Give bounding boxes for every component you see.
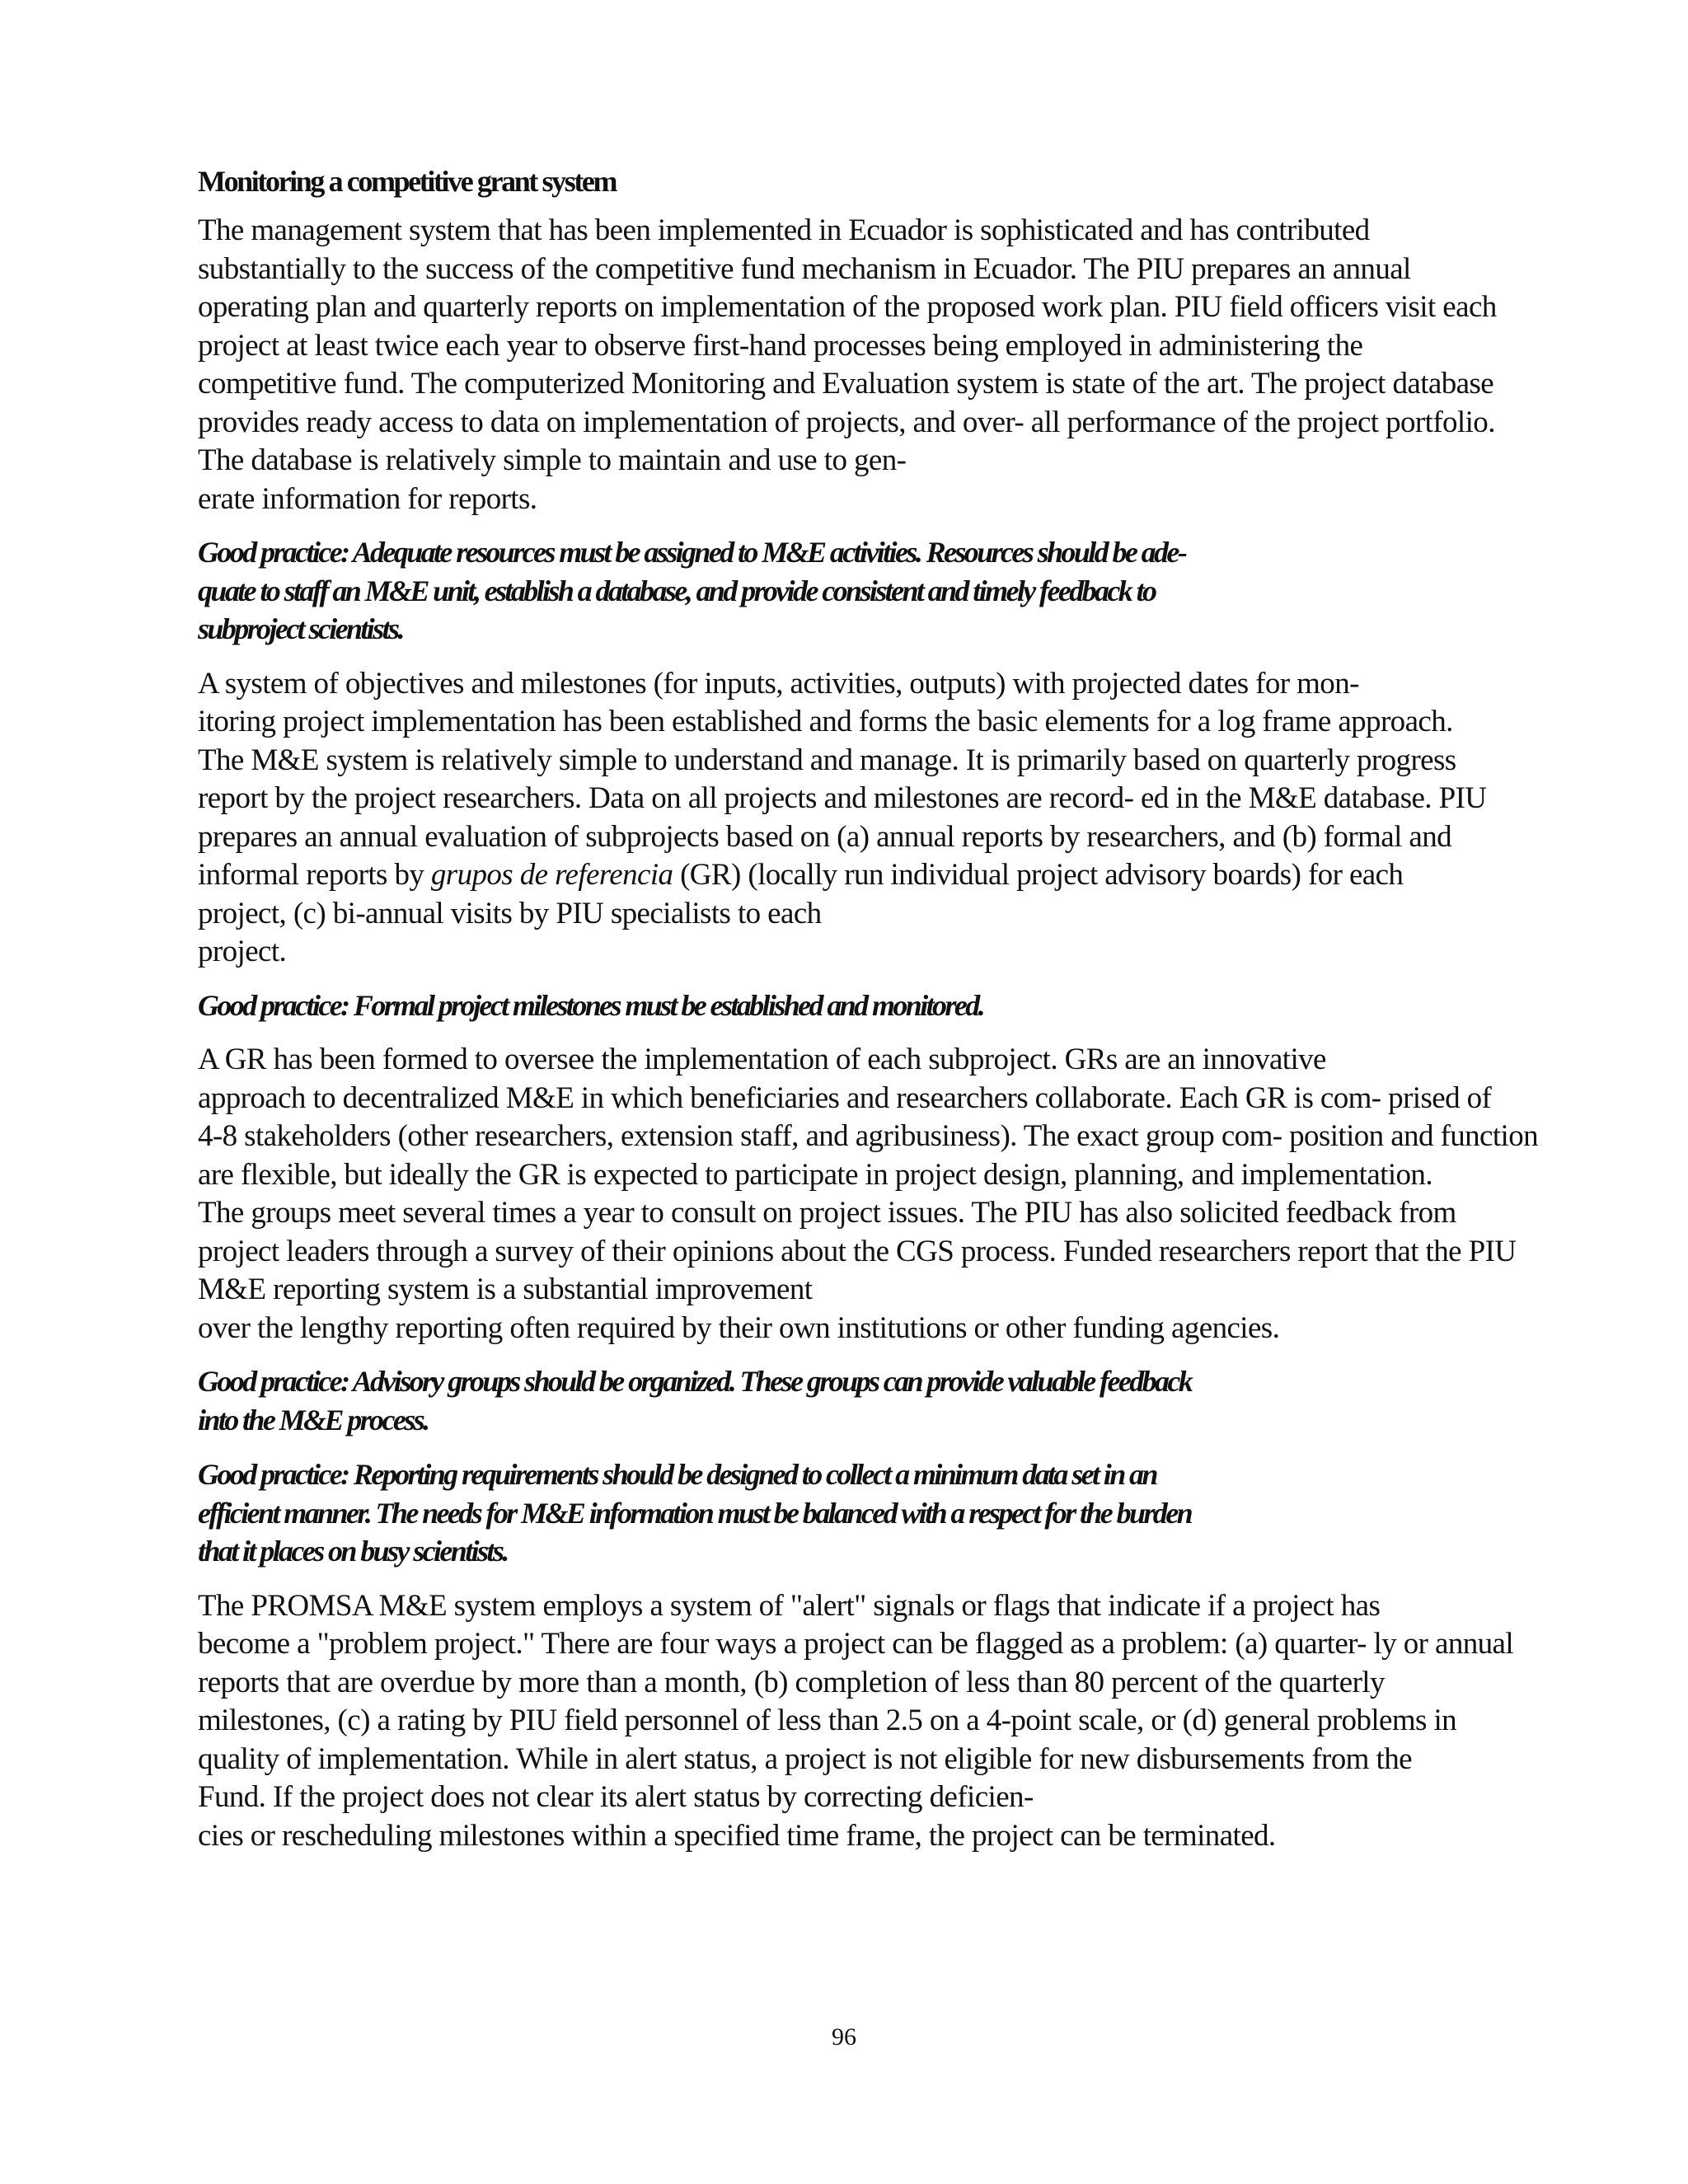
text-line: quality of implementation. While in alert status, a project is not eligible for new disbursements from the [198, 1741, 1412, 1776]
text-line: that it places on busy scientists. [198, 1535, 508, 1568]
text-line: substantially to the success of the competitive fund mechanism in Ecuador. The PIU prepares an annual [198, 251, 1411, 286]
text-line: M&E reporting system is a substantial improvement [198, 1272, 813, 1306]
text-line: efficient manner. The needs for M&E information must be balanced with a respect for the burden [198, 1496, 1192, 1530]
text-line: milestones, (c) a rating by PIU field personnel of less than 2.5 on a 4-point scale, or (d) general problems in [198, 1704, 1457, 1737]
text-segment: (GR) (locally run individual project advisory boards) for each [673, 858, 1404, 892]
text-line: project. [198, 935, 287, 968]
paragraph-alert-system [198, 1587, 1517, 1856]
text-line: Good practice: Adequate resources must be assigned to M&E activities. Resources should be ade- [198, 536, 1186, 569]
page-content [198, 161, 1538, 1870]
paragraph-advisory-groups [198, 1041, 1538, 1347]
text-line: A GR has been formed to oversee the implementation of each subproject. GRs are an innovative [198, 1043, 1326, 1076]
text-line: subproject scientists. [198, 612, 403, 645]
text-line: Good practice: Advisory groups should be organized. These groups can provide valuable feedback [198, 1365, 1192, 1398]
text-line: The database is relatively simple to maintain and use to gen- [198, 443, 907, 477]
text-line: cies or rescheduling milestones within a specified time frame, the project can be terminated. [198, 1818, 1276, 1853]
text-line: into the M&E process. [198, 1403, 429, 1436]
italic-term: grupos de referencia [430, 858, 673, 892]
text-line: Good practice: Formal project milestones must be established and monitored. [198, 988, 983, 1022]
text-line: The M&E system is relatively simple to understand and manage. It is primarily based on quarterly progress [198, 743, 1456, 777]
text-line: 4-8 stakeholders (other researchers, extension staff, and agribusiness). The exact group com- position and function [198, 1119, 1538, 1153]
text-line: project, (c) bi-annual visits by PIU specialists to each [198, 896, 822, 930]
text-line: erate information for reports. [198, 481, 537, 516]
text-line: The PROMSA M&E system employs a system of "alert" signals or flags that indicate if a project has [198, 1588, 1381, 1623]
text-line: are flexible, but ideally the GR is expected to participate in project design, planning, and implementation. [198, 1157, 1432, 1192]
good-practice-advisory [198, 1362, 1517, 1439]
good-practice-reporting [198, 1455, 1517, 1571]
paragraph-management-system [198, 212, 1517, 518]
text-line: become a "problem project." There are four ways a project can be flagged as a problem: (a) quarter- ly or annual [198, 1627, 1514, 1661]
text-line: Good practice: Reporting requirements should be designed to collect a minimum data set in an [198, 1458, 1156, 1491]
text-line: prepares an annual evaluation of subprojects based on (a) annual reports by researchers, and (b) formal and [198, 819, 1452, 854]
text-line: project leaders through a survey of their opinions about the CGS process. Funded researchers report that the PIU [198, 1234, 1517, 1268]
text-segment: informal reports by [198, 858, 431, 892]
text-line: competitive fund. The computerized Monitoring and Evaluation system is state of the art. The project database [198, 367, 1494, 401]
text-line: over the lengthy reporting often required by their own institutions or other funding agencies. [198, 1310, 1280, 1345]
text-line: The management system that has been implemented in Ecuador is sophisticated and has contributed [198, 213, 1370, 247]
text-line: report by the project researchers. Data on all projects and milestones are record- ed in the M&E database. PIU [198, 781, 1487, 815]
text-line: Fund. If the project does not clear its alert status by correcting deficien- [198, 1780, 1034, 1814]
text-line-mixed [198, 856, 1517, 895]
text-line: quate to staff an M&E unit, establish a database, and provide consistent and timely feedback to [198, 574, 1156, 607]
paragraph-milestones [198, 665, 1517, 972]
section-heading: Monitoring a competitive grant system [198, 165, 617, 198]
text-line: approach to decentralized M&E in which beneficiaries and researchers collaborate. Each GR is com- prised of [198, 1080, 1492, 1115]
text-line: A system of objectives and milestones (for inputs, activities, outputs) with projected dates for mon- [198, 666, 1359, 701]
text-line: reports that are overdue by more than a month, (b) completion of less than 80 percent of the quarterly [198, 1665, 1385, 1699]
text-line: operating plan and quarterly reports on implementation of the proposed work plan. PIU field officers visit each [198, 290, 1497, 324]
good-practice-resources [198, 533, 1517, 649]
text-line: The groups meet several times a year to consult on project issues. The PIU has also solicited feedback from [198, 1196, 1456, 1230]
page-number: 96 [832, 2023, 856, 2050]
good-practice-milestones [198, 987, 1517, 1025]
text-line: project at least twice each year to observe first-hand processes being employed in administering the [198, 328, 1363, 363]
text-line: itoring project implementation has been established and forms the basic elements for a log frame approach. [198, 705, 1453, 738]
text-line: provides ready access to data on implementation of projects, and over- all performance of the project portfolio. [198, 405, 1495, 439]
